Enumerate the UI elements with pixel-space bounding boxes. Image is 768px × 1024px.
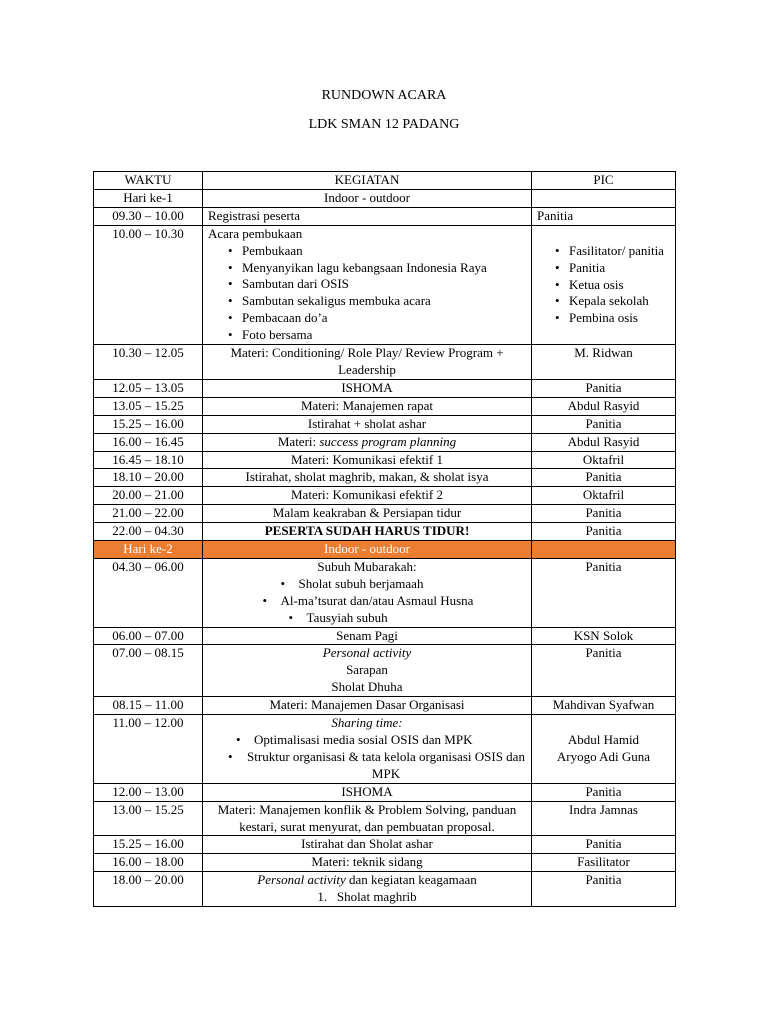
time-cell: 15.25 – 16.00 [94, 415, 203, 433]
activity-cell: Materi: Komunikasi efektif 2 [203, 487, 532, 505]
list-item: • Pembacaan do’a [242, 310, 526, 327]
activity-heading: Acara pembukaan [208, 225, 303, 241]
day-location: Indoor - outdoor [203, 189, 532, 207]
day-location: Indoor - outdoor [203, 541, 532, 559]
activity-list [208, 243, 526, 344]
table-row [94, 379, 676, 397]
time-cell: 16.00 – 18.00 [94, 854, 203, 872]
activity-cell: ISHOMA [203, 783, 532, 801]
activity-cell [203, 645, 532, 697]
time-cell: 06.00 – 07.00 [94, 627, 203, 645]
table-row [94, 207, 676, 225]
header-waktu: WAKTU [94, 172, 203, 190]
time-cell: 13.05 – 15.25 [94, 397, 203, 415]
table-row [94, 836, 676, 854]
time-cell: 08.15 – 11.00 [94, 697, 203, 715]
pic-cell: Abdul Rasyid [532, 397, 676, 415]
time-cell: 09.30 – 10.00 [94, 207, 203, 225]
list-item: • Optimalisasi media sosial OSIS dan MPK [234, 732, 526, 749]
list-item: • Pembina osis [569, 310, 670, 327]
pic-cell: Panitia [532, 558, 676, 627]
list-item: • Fasilitator/ panitia [569, 243, 670, 260]
table-row [94, 469, 676, 487]
table-row [94, 872, 676, 907]
activity-cell: Materi: Manajemen Dasar Organisasi [203, 697, 532, 715]
pic-cell: M. Ridwan [532, 345, 676, 380]
activity-cell: Istirahat, sholat maghrib, makan, & sholat isya [203, 469, 532, 487]
table-row [94, 697, 676, 715]
time-cell: 13.00 – 15.25 [94, 801, 203, 836]
list-item: • Struktur organisasi & tata kelola organisasi OSIS dan MPK [226, 749, 526, 783]
table-header-row [94, 172, 676, 190]
pic-cell: Panitia [532, 836, 676, 854]
pic-cell [532, 715, 676, 784]
table-row [94, 523, 676, 541]
table-row [94, 645, 676, 697]
activity-cell: Istirahat + sholat ashar [203, 415, 532, 433]
activity-italic: Personal activity [257, 872, 346, 888]
time-cell: 10.30 – 12.05 [94, 345, 203, 380]
header-pic: PIC [532, 172, 676, 190]
table-row [94, 397, 676, 415]
day-label: Hari ke-1 [94, 189, 203, 207]
list-number: 1. [317, 889, 328, 905]
activity-prefix: Materi: [277, 433, 320, 449]
day-label: Hari ke-2 [94, 541, 203, 559]
table-row [94, 415, 676, 433]
pic-cell: Panitia [532, 505, 676, 523]
pic-line: Aryogo Adi Guna [556, 749, 651, 764]
rundown-table [93, 171, 676, 907]
time-cell: 12.00 – 13.00 [94, 783, 203, 801]
activity-cell: PESERTA SUDAH HARUS TIDUR! [203, 523, 532, 541]
activity-cell: Materi: Komunikasi efektif 1 [203, 451, 532, 469]
pic-cell: Fasilitator [532, 854, 676, 872]
time-cell: 12.05 – 13.05 [94, 379, 203, 397]
activity-italic: Sharing time: [331, 715, 403, 731]
time-cell: 15.25 – 16.00 [94, 836, 203, 854]
activity-line: Sholat Dhuha [331, 679, 403, 695]
activity-cell: Senam Pagi [203, 627, 532, 645]
table-row [94, 558, 676, 627]
list-item: • Pembukaan [242, 243, 526, 260]
activity-cell [203, 558, 532, 627]
table-row [94, 345, 676, 380]
table-row [94, 505, 676, 523]
activity-cell: Materi: Manajemen rapat [203, 397, 532, 415]
table-row [94, 783, 676, 801]
pic-cell: Abdul Rasyid [532, 433, 676, 451]
pic-cell: Mahdivan Syafwan [532, 697, 676, 715]
time-cell: 22.00 – 04.30 [94, 523, 203, 541]
activity-cell: Materi: Conditioning/ Role Play/ Review Program + Leadership [203, 345, 532, 380]
activity-italic: success program planning [319, 433, 457, 449]
time-cell: 04.30 – 06.00 [94, 558, 203, 627]
header-kegiatan: KEGIATAN [203, 172, 532, 190]
pic-line: Abdul Hamid [567, 732, 640, 748]
time-cell: 10.00 – 10.30 [94, 225, 203, 344]
pic-cell: Panitia [532, 872, 676, 907]
document-subtitle: LDK SMAN 12 PADANG [308, 117, 460, 132]
list-item: • Ketua osis [569, 277, 670, 294]
table-row [94, 487, 676, 505]
activity-list [261, 576, 474, 627]
table-row [94, 801, 676, 836]
time-cell: 16.00 – 16.45 [94, 433, 203, 451]
activity-cell [203, 433, 532, 451]
activity-cell [203, 715, 532, 784]
activity-cell [203, 872, 532, 907]
activity-cell: Istirahat dan Sholat ashar [203, 836, 532, 854]
list-item: • Sambutan dari OSIS [242, 276, 526, 293]
activity-cell: Materi: Manajemen konflik & Problem Solving, panduan kestari, surat menyurat, dan pembuatan proposal. [203, 801, 532, 836]
table-row [94, 627, 676, 645]
time-cell: 21.00 – 22.00 [94, 505, 203, 523]
time-cell: 18.00 – 20.00 [94, 872, 203, 907]
pic-cell: Panitia [532, 523, 676, 541]
activity-cell: Materi: teknik sidang [203, 854, 532, 872]
activity-cell: Registrasi peserta [203, 207, 532, 225]
pic-cell: Panitia [532, 783, 676, 801]
pic-list [537, 243, 670, 328]
table-row [94, 854, 676, 872]
list-item: • Tausyiah subuh [287, 610, 474, 627]
day-pic-empty [532, 189, 676, 207]
day-pic-empty [532, 541, 676, 559]
table-row [94, 715, 676, 784]
activity-rest: dan kegiatan keagamaan [345, 872, 477, 888]
pic-cell: Indra Jamnas [532, 801, 676, 836]
time-cell: 11.00 – 12.00 [94, 715, 203, 784]
activity-cell: ISHOMA [203, 379, 532, 397]
list-item: • Sholat subuh berjamaah [279, 576, 474, 593]
pic-cell: Oktafril [532, 451, 676, 469]
document-title: RUNDOWN ACARA [321, 88, 447, 103]
day1-row [94, 189, 676, 207]
list-item: • Sambutan sekaligus membuka acara [242, 293, 526, 310]
list-item: • Menyanyikan lagu kebangsaan Indonesia Raya [242, 260, 526, 277]
pic-cell: Oktafril [532, 487, 676, 505]
pic-cell: Panitia [532, 207, 676, 225]
time-cell: 20.00 – 21.00 [94, 487, 203, 505]
time-cell: 16.45 – 18.10 [94, 451, 203, 469]
table-row [94, 451, 676, 469]
activity-list [208, 732, 526, 783]
list-item: • Foto bersama [242, 327, 526, 344]
activity-heading: Subuh Mubarakah: [317, 558, 417, 574]
pic-cell: Panitia [532, 379, 676, 397]
list-item: • Al-ma’tsurat dan/atau Asmaul Husna [261, 593, 474, 610]
activity-line: Sarapan [346, 662, 388, 678]
pic-cell: KSN Solok [532, 627, 676, 645]
activity-cell: Malam keakraban & Persiapan tidur [203, 505, 532, 523]
list-item: • Panitia [569, 260, 670, 277]
table-row [94, 433, 676, 451]
time-cell: 18.10 – 20.00 [94, 469, 203, 487]
activity-cell [203, 225, 532, 344]
list-item: Sholat maghrib [336, 889, 417, 905]
pic-cell: Panitia [532, 645, 676, 697]
pic-cell: Panitia [532, 469, 676, 487]
day2-row [94, 541, 676, 559]
list-item: • Kepala sekolah [569, 293, 670, 310]
pic-cell [532, 225, 676, 344]
activity-italic: Personal activity [322, 645, 412, 661]
pic-cell: Panitia [532, 415, 676, 433]
time-cell: 07.00 – 08.15 [94, 645, 203, 697]
table-row [94, 225, 676, 344]
